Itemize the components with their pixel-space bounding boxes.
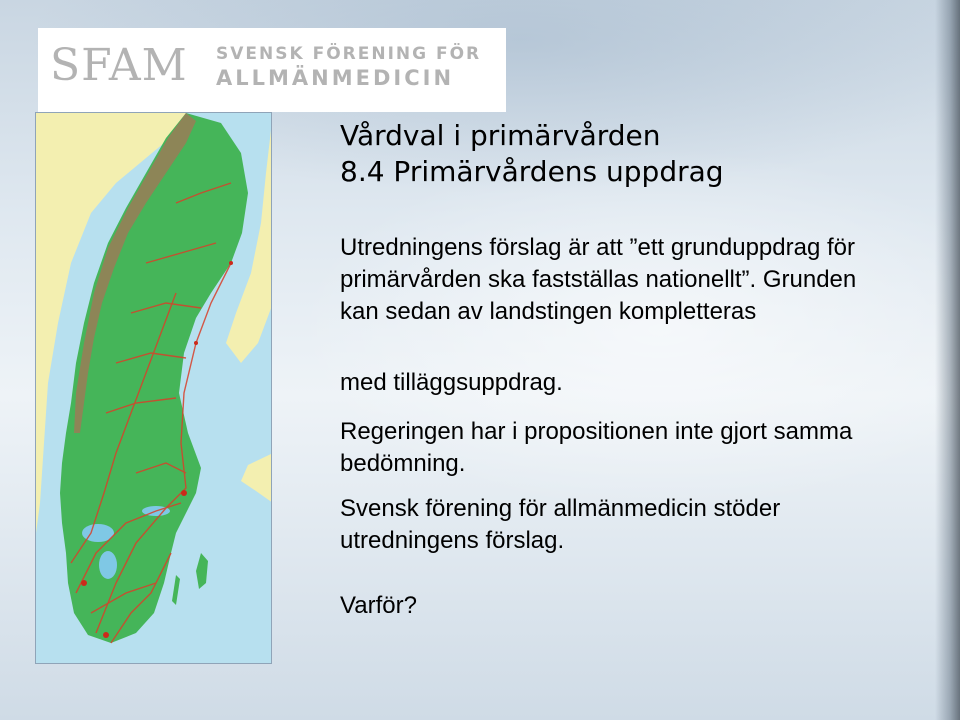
slide-title <box>340 118 860 190</box>
logo-line-2: ALLMÄNMEDICIN <box>216 66 455 90</box>
paragraph-proposal-continued: med tilläggsuppdrag. <box>340 369 563 396</box>
sweden-map-icon <box>35 112 272 664</box>
paragraph-government: Regeringen har i propositionen inte gjort samma bedömning. <box>340 418 853 477</box>
title-line-1: Vårdval i primärvården <box>340 119 661 152</box>
logo-line-1: SVENSK FÖRENING FÖR <box>216 44 482 64</box>
paragraph-sfam-support: Svensk förening för allmänmedicin stöder utredningens förslag. <box>340 495 781 554</box>
paragraph-proposal: Utredningens förslag är att ”ett grunduppdrag för primärvården ska fastställas nationellt”. Grunden kan sedan av landstingen kompletteras <box>340 234 857 325</box>
logo-mark: SFAM <box>50 40 188 91</box>
paragraph-question: Varför? <box>340 592 417 619</box>
sfam-logo <box>38 28 506 112</box>
title-line-2: 8.4 Primärvårdens uppdrag <box>340 155 724 188</box>
slide-edge-shadow <box>935 0 960 720</box>
